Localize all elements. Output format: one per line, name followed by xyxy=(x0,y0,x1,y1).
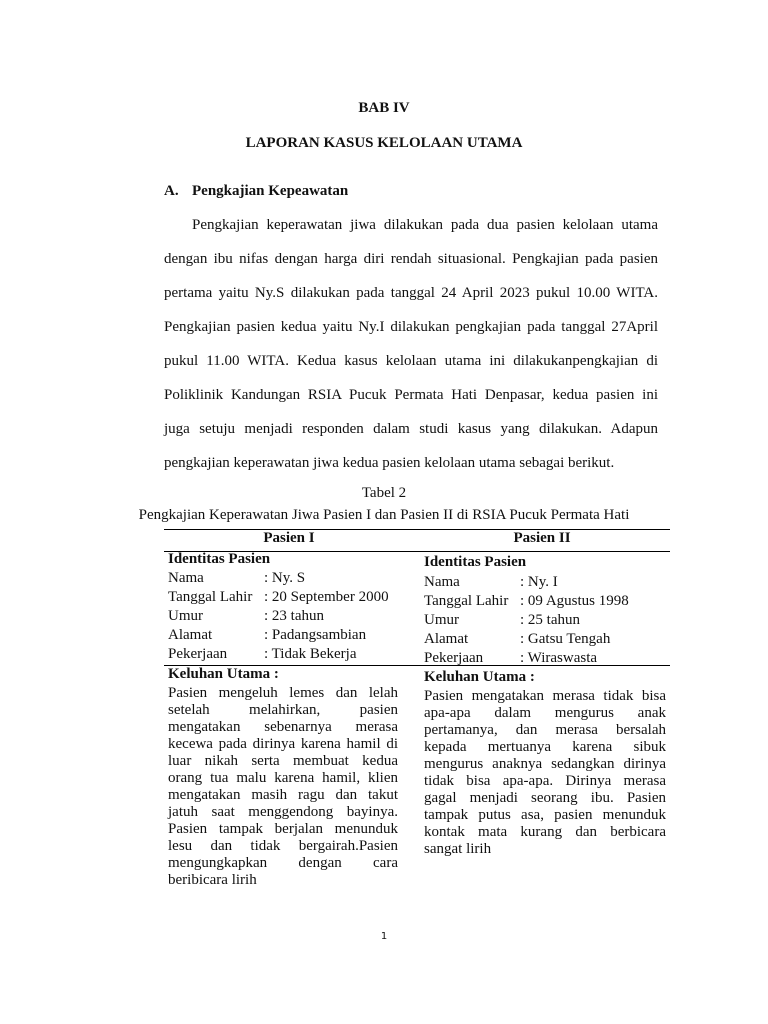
column-header-pasien-1: Pasien I xyxy=(263,530,315,546)
table-label: Tabel 2 xyxy=(361,485,407,501)
complaint-line: pertamanya, dan merasa bersalah xyxy=(424,722,666,738)
complaint-line: apa-apa dalam mengurus anak xyxy=(424,705,666,721)
field-value: : Ny. I xyxy=(520,574,558,590)
field-label: Umur xyxy=(424,612,459,628)
pasien-2-complaint-header: Keluhan Utama : xyxy=(424,669,535,685)
complaint-line: mengatakan sebenarnya merasa xyxy=(168,719,398,735)
pasien-1-identity-header: Identitas Pasien xyxy=(168,551,271,567)
complaint-line: orang tua malu karena hamil, klien xyxy=(168,770,398,786)
complaint-line: mengurus anaknya sedangkan dirinya xyxy=(424,756,666,772)
complaint-line: Pasien tampak berjalan menunduk xyxy=(168,821,398,837)
pasien-1-row-umur xyxy=(168,606,324,626)
section-title: Pengkajian Kepeawatan xyxy=(192,183,349,199)
complaint-line: Pasien mengeluh lemes dan lelah xyxy=(168,685,398,701)
complaint-line: mengatakan masih ragu dan takut xyxy=(168,787,398,803)
complaint-line: beribicara lirih xyxy=(168,872,257,888)
paragraph-line: pukul 11.00 WITA. Kedua kasus kelolaan utama ini dilakukanpengkajian di xyxy=(164,353,658,369)
field-label: Nama xyxy=(168,570,204,586)
pasien-2-identity-header: Identitas Pasien xyxy=(424,554,527,570)
field-label: Umur xyxy=(168,608,203,624)
pasien-2-row-tanggal-lahir xyxy=(424,591,629,611)
complaint-line: setelah melahirkan, pasien xyxy=(168,702,398,718)
complaint-line: sangat lirih xyxy=(424,841,492,857)
pasien-1-row-pekerjaan xyxy=(168,644,357,664)
section-heading xyxy=(164,183,348,200)
field-value: : 23 tahun xyxy=(264,608,324,624)
paragraph-line: dengan ibu nifas dengan harga diri rendah situasional. Pengkajian pada pasien xyxy=(164,251,658,267)
field-value: : 25 tahun xyxy=(520,612,580,628)
page-number: 1 xyxy=(380,931,388,942)
complaint-line: tampak putus asa, pasien menunduk xyxy=(424,807,666,823)
field-value: : Wiraswasta xyxy=(520,650,598,666)
complaint-line: kecewa pada dirinya karena hamil di xyxy=(168,736,398,752)
field-label: Pekerjaan xyxy=(424,650,484,666)
paragraph-line: Pengkajian pasien kedua yaitu Ny.I dilakukan pengkajian pada tanggal 27April xyxy=(164,319,658,335)
complaint-line: kepada mertuanya karena sibuk xyxy=(424,739,666,755)
field-value: : 20 September 2000 xyxy=(264,589,389,605)
pasien-1-row-tanggal-lahir xyxy=(168,587,389,607)
field-label: Alamat xyxy=(424,631,469,647)
chapter-title: LAPORAN KASUS KELOLAAN UTAMA xyxy=(245,135,523,151)
complaint-line: Pasien mengatakan merasa tidak bisa xyxy=(424,688,666,704)
field-value: : Gatsu Tengah xyxy=(520,631,611,647)
complaint-line: jatuh saat menggendong bayinya. xyxy=(168,804,398,820)
field-value: : Ny. S xyxy=(264,570,306,586)
complaint-line: lesu dan tidak bergairah.Pasien xyxy=(168,838,398,854)
pasien-2-row-umur xyxy=(424,610,580,630)
complaint-line: luar nikah serta membuat kedua xyxy=(168,753,398,769)
complaint-line: mengungkapkan dengan cara xyxy=(168,855,398,871)
field-label: Tanggal Lahir xyxy=(168,589,253,605)
pasien-2-row-alamat xyxy=(424,629,610,649)
field-label: Nama xyxy=(424,574,460,590)
field-value: : 09 Agustus 1998 xyxy=(520,593,629,609)
paragraph-line: pertama yaitu Ny.S dilakukan pada tanggal 24 April 2023 pukul 10.00 WITA. xyxy=(164,285,658,301)
complaint-line: tidak bisa apa-apa. Dirinya merasa xyxy=(424,773,666,789)
field-label: Alamat xyxy=(168,627,213,643)
chapter-heading: BAB IV xyxy=(358,100,410,116)
paragraph-line: Pengkajian keperawatan jiwa dilakukan pada dua pasien kelolaan utama xyxy=(192,217,658,233)
paragraph-line: Poliklinik Kandungan RSIA Pucuk Permata Hati Denpasar, kedua pasien ini xyxy=(164,387,658,403)
pasien-1-row-nama xyxy=(168,568,305,588)
pasien-1-row-alamat xyxy=(168,625,366,645)
field-value: : Tidak Bekerja xyxy=(264,646,357,662)
paragraph-line: juga setuju menjadi responden dalam studi kasus yang dilakukan. Adapun xyxy=(164,421,658,437)
complaint-line: kontak mata kurang dan berbicara xyxy=(424,824,666,840)
field-label: Tanggal Lahir xyxy=(424,593,509,609)
field-label: Pekerjaan xyxy=(168,646,228,662)
pasien-2-row-nama xyxy=(424,572,558,592)
paragraph-line: pengkajian keperawatan jiwa kedua pasien kelolaan utama sebagai berikut. xyxy=(164,455,615,471)
pasien-1-complaint-header: Keluhan Utama : xyxy=(168,666,279,682)
table-caption: Pengkajian Keperawatan Jiwa Pasien I dan Pasien II di RSIA Pucuk Permata Hati xyxy=(138,507,630,523)
field-value: : Padangsambian xyxy=(264,627,367,643)
column-header-pasien-2: Pasien II xyxy=(513,530,571,546)
section-letter: A. xyxy=(164,183,179,199)
complaint-line: gagal menjadi seorang ibu. Pasien xyxy=(424,790,666,806)
